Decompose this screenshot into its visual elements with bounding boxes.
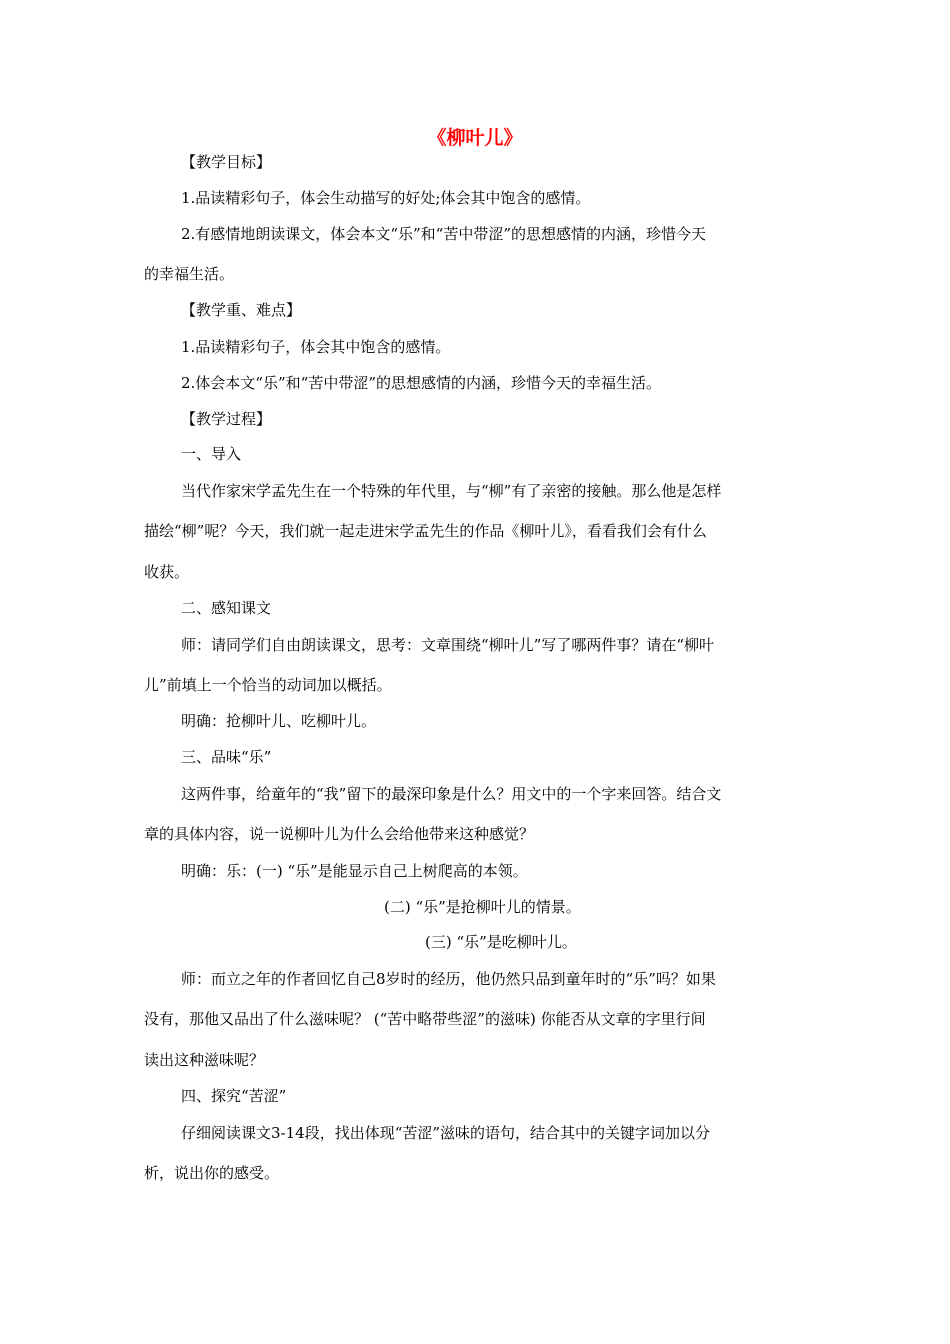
keypoint-1: 1.品读精彩句子，体会其中饱含的感情。	[181, 338, 451, 356]
section-4-title: 四、探究“苦涩”	[181, 1087, 287, 1105]
keypoints-heading: 【教学重、难点】	[181, 301, 302, 319]
joy-line-1: 这两件事，给童年的“我”留下的最深印象是什么？用文中的一个字来回答。结合文	[181, 785, 722, 803]
reflect-line-1: 师：而立之年的作者回忆自己8岁时的经历，他仍然只品到童年时的“乐”吗？如果	[181, 970, 716, 988]
intro-line-1: 当代作家宋学孟先生在一个特殊的年代里，与“柳”有了亲密的接触。那么他是怎样	[181, 482, 722, 500]
section-3-title: 三、品味“乐”	[181, 748, 272, 766]
perceive-line-2: 儿”前填上一个恰当的动词加以概括。	[144, 676, 392, 694]
reflect-line-3: 读出这种滋味呢？	[144, 1051, 265, 1069]
objective-2-line-2: 的幸福生活。	[144, 265, 235, 283]
explore-line-2: 析，说出你的感受。	[144, 1164, 280, 1182]
objective-1: 1.品读精彩句子，体会生动描写的好处;体会其中饱含的感情。	[181, 189, 591, 207]
objective-2-line-1: 2.有感情地朗读课文，体会本文“乐”和“苦中带涩”的思想感情的内涵，珍惜今天	[181, 225, 706, 243]
perceive-line-1: 师：请同学们自由朗读课文，思考：文章围绕“柳叶儿”写了哪两件事？请在“柳叶	[181, 636, 715, 654]
joy-answer-3: (三) “乐”是吃柳叶儿。	[425, 933, 577, 951]
section-2-title: 二、感知课文	[181, 599, 272, 617]
keypoint-2: 2.体会本文“乐”和“苦中带涩”的思想感情的内涵，珍惜今天的幸福生活。	[181, 374, 661, 392]
intro-line-3: 收获。	[144, 563, 190, 581]
page-title: 《柳叶儿》	[427, 127, 523, 149]
process-heading: 【教学过程】	[181, 410, 272, 428]
joy-answer-2: (二) “乐”是抢柳叶儿的情景。	[384, 898, 581, 916]
intro-line-2: 描绘“柳”呢？今天，我们就一起走进宋学孟先生的作品《柳叶儿》，看看我们会有什么	[144, 522, 707, 540]
section-1-title: 一、导入	[181, 445, 242, 463]
joy-answer-1: 明确：乐：(一) “乐”是能显示自己上树爬高的本领。	[181, 862, 528, 880]
objectives-heading: 【教学目标】	[181, 153, 272, 171]
perceive-answer: 明确：抢柳叶儿、吃柳叶儿。	[181, 712, 377, 730]
joy-line-2: 章的具体内容，说一说柳叶儿为什么会给他带来这种感觉？	[144, 825, 535, 843]
reflect-line-2: 没有，那他又品出了什么滋味呢？ (“苦中略带些涩”的滋味) 你能否从文章的字里行间	[144, 1010, 706, 1028]
explore-line-1: 仔细阅读课文3-14段，找出体现“苦涩”滋味的语句，结合其中的关键字词加以分	[181, 1124, 711, 1142]
